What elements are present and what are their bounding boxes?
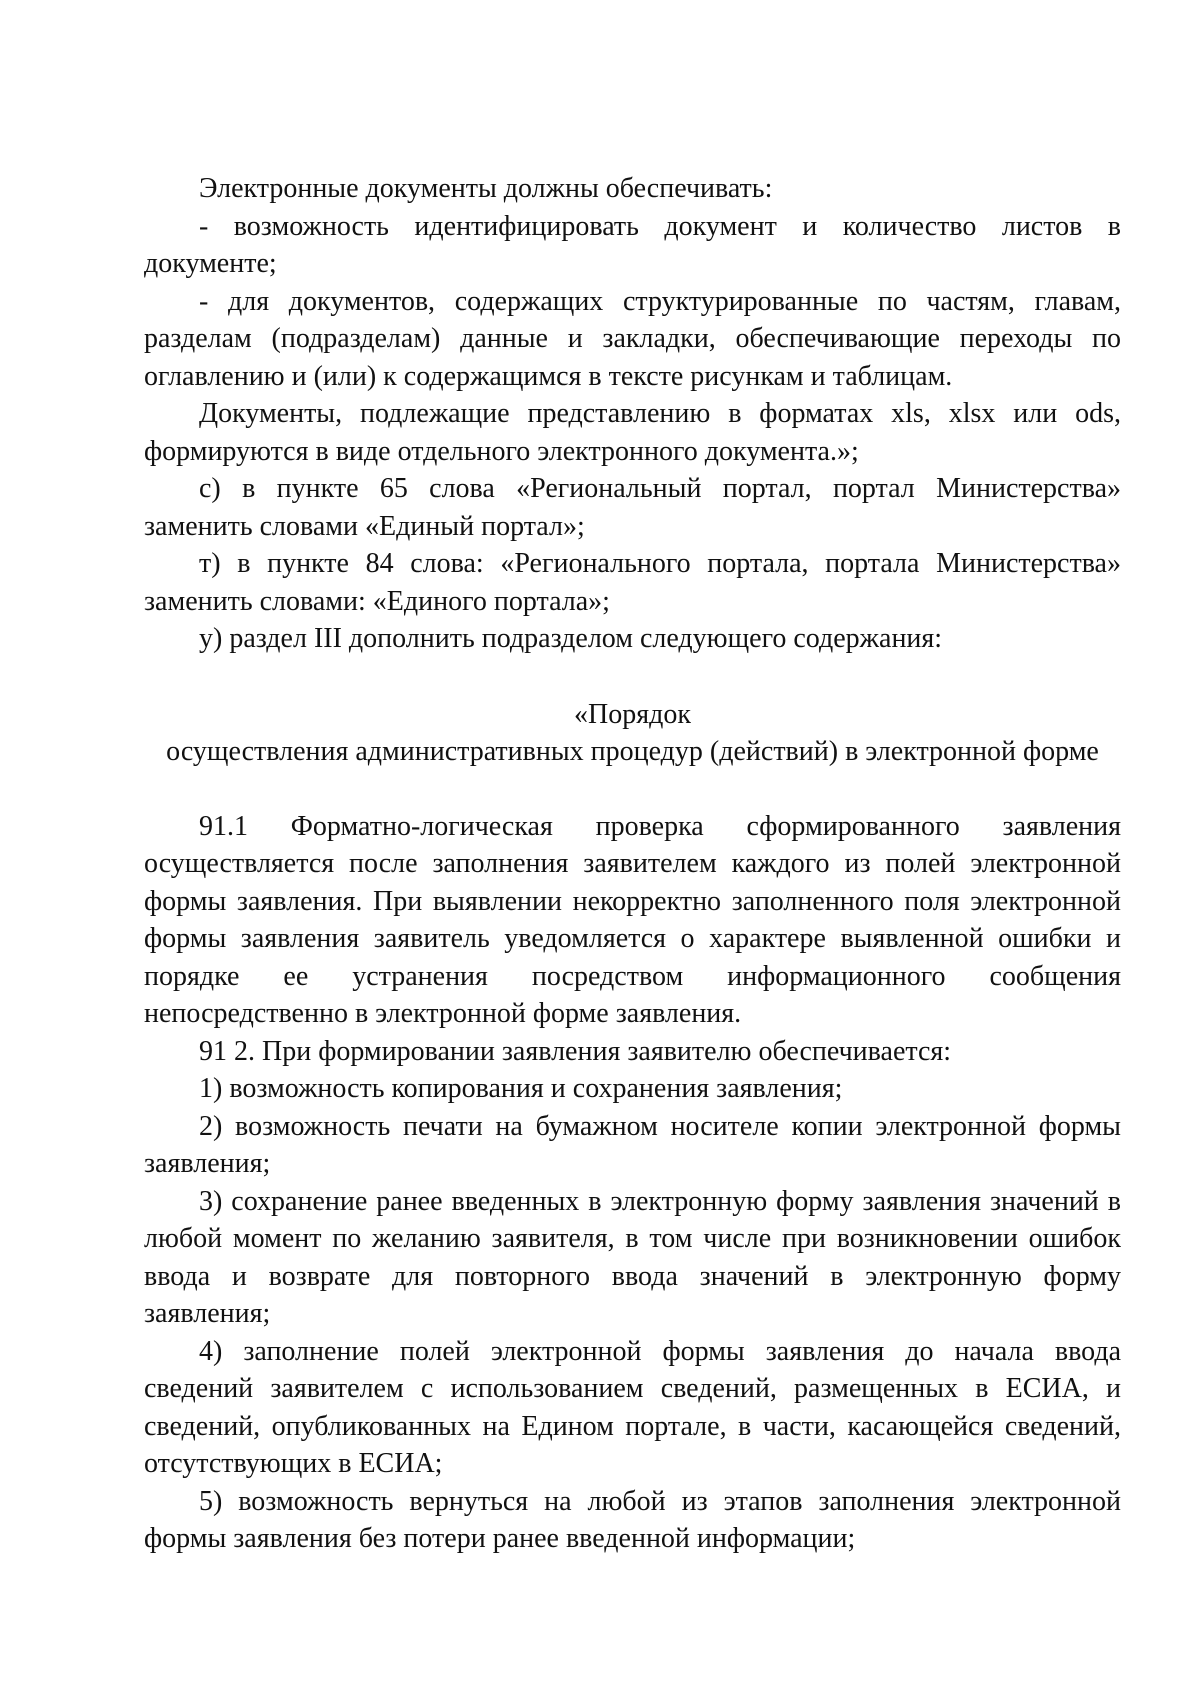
paragraph-identify-document: - возможность идентифицировать документ и количество листов в документе;: [144, 210, 1121, 279]
paragraph-item-u: у) раздел III дополнить подразделом следующего содержания:: [199, 623, 943, 654]
section-gap: [144, 658, 1121, 696]
list-item-5: 5) возможность вернуться на любой из этапов заполнения электронной формы заявления без потери ранее введенной информации;: [144, 1485, 1121, 1554]
paragraph-electronic-docs-requirements: Электронные документы должны обеспечивать:: [199, 173, 773, 204]
document-body: [144, 170, 1121, 1558]
paragraph-91-2: 91 2. При формировании заявления заявителю обеспечивается:: [199, 1035, 952, 1067]
section-heading-subtitle: осуществления административных процедур (действий) в электронной форме: [166, 736, 1099, 767]
list-item-2: 2) возможность печати на бумажном носителе копии электронной формы заявления;: [144, 1110, 1121, 1179]
paragraph-structured-documents: - для документов, содержащих структурированные по частям, главам, разделам (подразделам) данные и закладки, обеспечивающие переходы по оглавлению и (или) к содержащимся в тексте рисункам и таблицам.: [144, 285, 1121, 392]
list-item-3: 3) сохранение ранее введенных в электронную форму заявления значений в любой момент по желанию заявителя, в том числе при возникновении ошибок ввода и возврате для повторного ввода значений в электронную форму заявления;: [144, 1185, 1121, 1329]
paragraph-spreadsheet-formats: Документы, подлежащие представлению в форматах xls, xlsx или ods, формируются в виде отдельного электронного документа.»;: [144, 398, 1121, 467]
paragraph-91-1: 91.1 Форматно-логическая проверка сформированного заявления осуществляется после заполнения заявителем каждого из полей электронной формы заявления. При выявлении некорректно заполненного поля электронной формы заявления заявитель уведомляется о характере выявленной ошибки и порядке ее устранения посредством информационного сообщения непосредственно в электронной форме заявления.: [144, 810, 1121, 1029]
list-item-4: 4) заполнение полей электронной формы заявления до начала ввода сведений заявителем с использованием сведений, размещенных в ЕСИА, и сведений, опубликованных на Едином портале, в части, касающейся сведений, отсутствующих в ЕСИА;: [144, 1335, 1121, 1479]
paragraph-item-t: т) в пункте 84 слова: «Регионального портала, портала Министерства» заменить словами: «Единого портала»;: [144, 548, 1121, 617]
section-heading-title: «Порядок: [574, 698, 691, 730]
paragraph-item-s: с) в пункте 65 слова «Региональный портал, портал Министерства» заменить словами «Единый портал»;: [144, 473, 1121, 542]
section-gap: [144, 771, 1121, 808]
list-item-1: 1) возможность копирования и сохранения заявления;: [199, 1073, 843, 1104]
